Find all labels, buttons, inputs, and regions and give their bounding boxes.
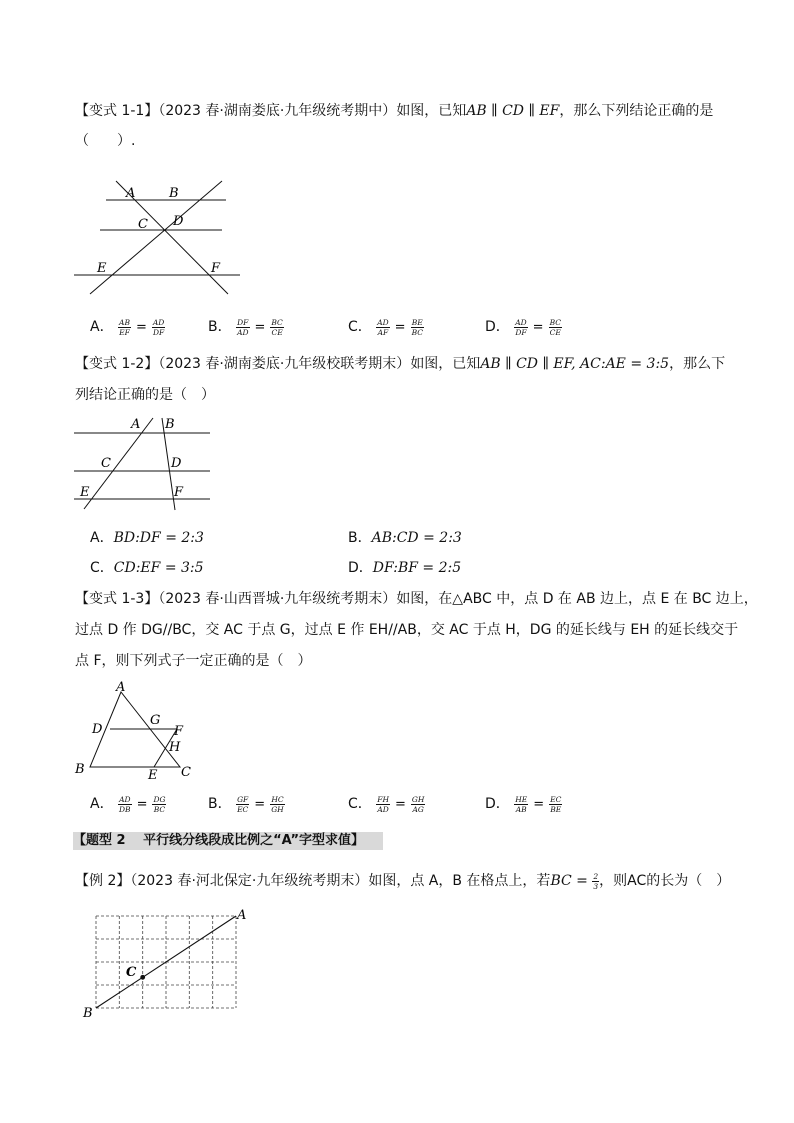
q12-label-f: F: [174, 485, 184, 500]
q13-option-b[interactable]: B． $\frac{GF}{EC}$ = $\frac{HC}{GH}$: [208, 794, 284, 814]
q11-stem-a: 如图，已知: [396, 103, 467, 119]
q13-label-h: H: [169, 740, 181, 755]
q12-stem-line1: 【变式 1-2】（2023 春·湖南娄底·九年级校联考期末）如图，已知AB ∥ CD ∥ EF, AC:AE = 3:5，那么下: [75, 356, 726, 372]
ex2-grid-figure: [75, 905, 265, 1020]
q12-option-d[interactable]: D．DF:BF = 2:5: [348, 560, 462, 576]
ex2-point-c: [140, 975, 145, 980]
q11-figure: [70, 178, 250, 298]
q13-label-a: A: [116, 680, 126, 695]
q13-label-c: C: [181, 765, 191, 780]
ex2-label-c: C: [126, 965, 137, 980]
q11-transversal-2: [90, 181, 222, 294]
q12-option-a[interactable]: A．BD:DF = 2:3: [90, 530, 204, 546]
q13-option-a[interactable]: A． $\frac{AD}{DB}$ = $\frac{DG}{BC}$: [90, 794, 166, 814]
q13-stem-line1: 【变式 1-3】（2023 春·山西晋城·九年级统考期末）如图，在△ABC 中，点 D 在 AB 边上，点 E 在 BC 边上，: [75, 591, 758, 607]
q13-label-g: G: [150, 713, 161, 728]
q12-option-c[interactable]: C．CD:EF = 3:5: [90, 560, 204, 576]
q12-label-b: B: [165, 417, 175, 432]
q13-figure: [70, 678, 200, 783]
q11-source: （2023 春·湖南娄底·九年级统考期中）: [158, 103, 397, 119]
q11-label-b: B: [169, 186, 179, 201]
q12-stem-line2: 列结论正确的是（ ）: [75, 387, 215, 403]
q11-label-c: C: [138, 217, 148, 232]
q12-label-c: C: [101, 456, 111, 471]
q11-label-f: F: [211, 261, 221, 276]
ex2-fraction: $\frac{2}{3}$: [593, 871, 599, 891]
q11-tag: 【变式 1-1】: [75, 103, 159, 119]
ex2-label-b: B: [83, 1006, 93, 1020]
q11-option-c[interactable]: C． $\frac{AD}{AF}$ = $\frac{BE}{BC}$: [348, 317, 423, 337]
q11-condition: AB ∥ CD ∥ EF: [466, 103, 560, 119]
q12-transversal-1: [84, 418, 153, 509]
q13-stem-line2: 过点 D 作 DG//BC，交 AC 于点 G，过点 E 作 EH//AB，交 AC 于点 H，DG 的延长线与 EH 的延长线交于: [75, 622, 739, 638]
q13-label-e: E: [148, 768, 158, 783]
q13-option-d[interactable]: D． $\frac{HE}{AB}$ = $\frac{EC}{BE}$: [485, 794, 562, 814]
q12-option-b[interactable]: B．AB:CD = 2:3: [348, 530, 462, 546]
q12-label-d: D: [171, 456, 182, 471]
ex2-label-a: A: [237, 908, 247, 923]
q13-label-d: D: [92, 722, 103, 737]
q11-stem-b: ，那么下列结论正确的是: [559, 103, 714, 119]
q12-label-e: E: [80, 485, 90, 500]
q12-figure: [70, 414, 215, 514]
q11-stem-line1: [75, 101, 713, 121]
q11-label-a: A: [126, 186, 136, 201]
q13-label-f: F: [174, 724, 184, 739]
q13-option-c[interactable]: C． $\frac{FH}{AD}$ = $\frac{GH}{AG}$: [348, 794, 425, 814]
q11-option-b[interactable]: B． $\frac{DF}{AD}$ = $\frac{BC}{CE}$: [208, 317, 283, 337]
q11-option-d[interactable]: D． $\frac{AD}{DF}$ = $\frac{BC}{CE}$: [485, 317, 561, 337]
ex2-stem: 【例 2】（2023 春·河北保定·九年级统考期末）如图，点 A，B 在格点上，若BC = $\frac{2}{3}$ ，则AC的长为（ ）: [75, 871, 731, 891]
q12-condition: AB ∥ CD ∥ EF, AC:AE = 3:5: [480, 356, 670, 372]
q11-blank: （ ）.: [75, 133, 136, 149]
section-header: 【题型 2 平行线分线段成比例之“A”字型求值】: [73, 832, 383, 850]
q11-label-d: D: [173, 214, 184, 229]
q11-label-e: E: [97, 261, 107, 276]
q12-label-a: A: [131, 417, 141, 432]
q11-option-a[interactable]: A． $\frac{AB}{EF}$ = $\frac{AD}{DF}$: [90, 317, 165, 337]
q13-label-b: B: [75, 762, 85, 777]
q13-stem-line3: 点 F，则下列式子一定正确的是（ ）: [75, 653, 312, 669]
ex2-condition: BC =: [550, 873, 588, 889]
